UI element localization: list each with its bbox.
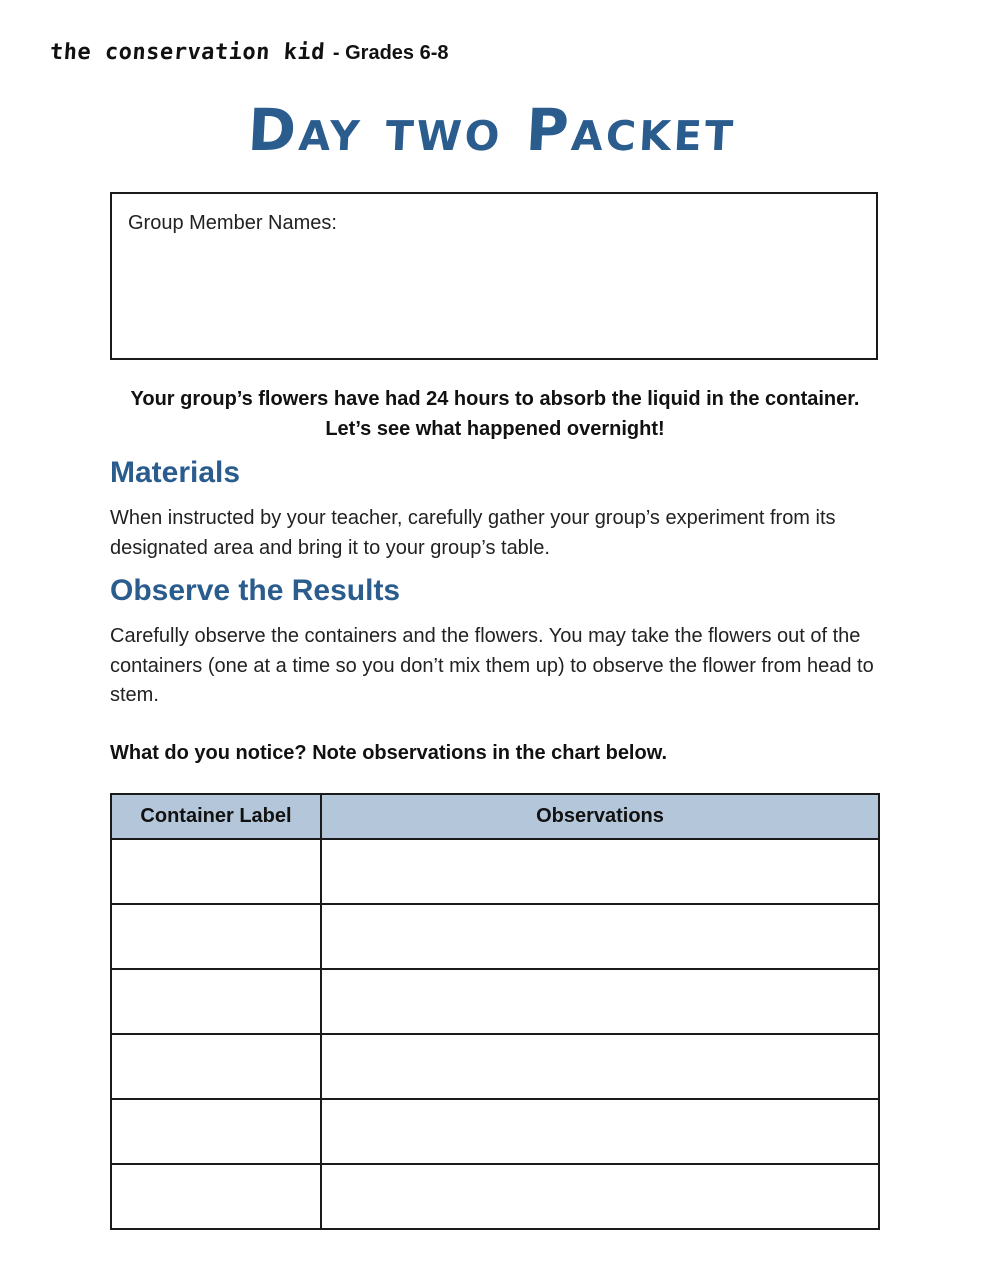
column-header-container-label: Container Label xyxy=(111,794,321,839)
materials-text: When instructed by your teacher, carefully gather your group’s experiment from its designated area and bring it to your group’s table. xyxy=(110,507,836,559)
container-label-cell[interactable] xyxy=(111,1164,321,1229)
observation-prompt: What do you notice? Note observations in the chart below. xyxy=(110,742,668,764)
observe-heading: Observe the Results xyxy=(110,574,401,607)
group-names-box[interactable] xyxy=(110,192,878,360)
page-header xyxy=(50,40,449,72)
container-label-cell[interactable] xyxy=(111,969,321,1034)
materials-heading: Materials xyxy=(110,456,241,489)
observations-cell[interactable] xyxy=(321,839,879,904)
observations-cell[interactable] xyxy=(321,1164,879,1229)
table-row xyxy=(111,1099,879,1164)
container-label-cell[interactable] xyxy=(111,1099,321,1164)
brand-logo: the conservation kid xyxy=(49,40,326,65)
container-label-cell[interactable] xyxy=(111,839,321,904)
observation-table xyxy=(110,793,880,1230)
table-row xyxy=(111,1034,879,1099)
container-label-cell[interactable] xyxy=(111,904,321,969)
table-row xyxy=(111,969,879,1034)
table-row xyxy=(111,1164,879,1229)
observations-cell[interactable] xyxy=(321,1099,879,1164)
observations-cell[interactable] xyxy=(321,1034,879,1099)
container-label-cell[interactable] xyxy=(111,1034,321,1099)
observations-cell[interactable] xyxy=(321,969,879,1034)
group-names-label: Group Member Names: xyxy=(128,212,337,234)
table-row xyxy=(111,904,879,969)
observations-cell[interactable] xyxy=(321,904,879,969)
table-header-row xyxy=(111,794,879,839)
table-row xyxy=(111,839,879,904)
grade-level: - Grades 6-8 xyxy=(332,42,449,64)
column-header-observations: Observations xyxy=(321,794,879,839)
intro-text: Your group’s flowers have had 24 hours to absorb the liquid in the container. Let’s see what happened overnight! xyxy=(130,388,860,440)
observe-text: Carefully observe the containers and the flowers. You may take the flowers out of the containers (one at a time so you don’t mix them up) to observe the flower from head to stem. xyxy=(110,625,874,706)
page-title: Day two Packet xyxy=(246,96,738,164)
